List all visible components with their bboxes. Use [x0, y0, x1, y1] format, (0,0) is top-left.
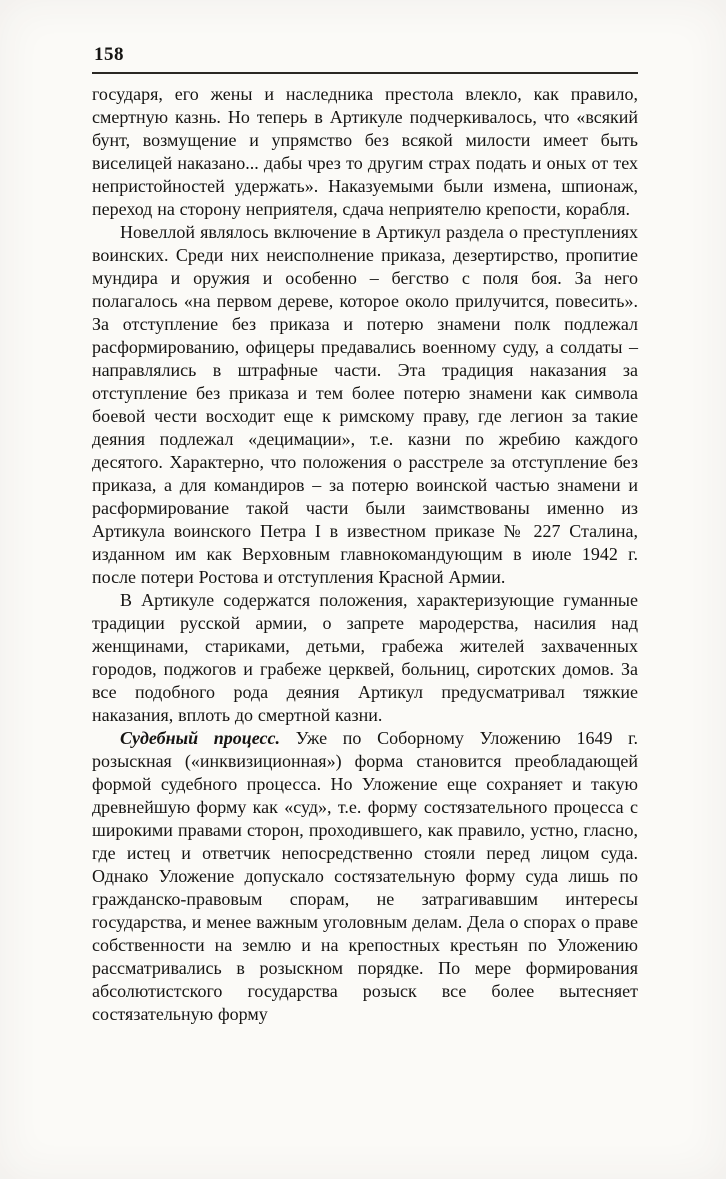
paragraph-continuation: государя, его жены и наследника престола влекло, как правило, смертную казнь. Но теперь в Артикуле подчеркивалось, что «всякий бунт, возмущение и упрямство без всякой милости имеет быть виселицей наказано... дабы чрез то другим страх подать и оных от тех непристойностей удержать». Наказуемыми были измена, шпионаж, переход на сторону неприятеля, сдача неприятелю крепости, корабля.: [92, 84, 638, 219]
paragraph-judicial-process: [92, 727, 638, 1026]
page-number: 158: [94, 44, 124, 65]
paragraph-judicial-process-text: Уже по Соборному Уложению 1649 г. розыскная («инквизиционная») форма становится преобладающей формой судебного процесса. Но Уложение еще сохраняет и такую древнейшую форму как «суд», т.е. форму состязательного процесса с широкими правами сторон, проходившего, как правило, устно, гласно, где истец и ответчик непосредственно стояли перед лицом суда. Однако Уложение допускало состязательную форму суда лишь по гражданско-правовым спорам, не затрагивавшим интересы государства, и менее важным уголовным делам. Дела о спорах о праве собственности на землю и на крепостных крестьян по Уложению рассматривались в розыскном порядке. По мере формирования абсолютистского государства розыск все более вытесняет состязательную форму: [92, 728, 638, 1024]
page-body-text: [92, 83, 638, 1026]
header-rule: [92, 72, 638, 74]
paragraph-humane-traditions: В Артикуле содержатся положения, характеризующие гуманные традиции русской армии, о запрете мародерства, насилия над женщинами, стариками, детьми, грабежа жителей захваченных городов, поджогов и грабеже церквей, больниц, сиротских домов. За все подобного рода деяния Артикул предусматривал тяжкие наказания, вплоть до смертной казни.: [92, 590, 638, 725]
paragraph-lead-term: Судебный процесс.: [120, 728, 281, 748]
page-header: [92, 44, 638, 66]
paragraph-military-crimes: Новеллой являлось включение в Артикул раздела о преступлениях воинских. Среди них неисполнение приказа, дезертирство, пропитие мундира и оружия и особенно – бегство с поля боя. За него полагалось «на первом дереве, которое около прилучится, повесить». За отступление без приказа и потерю знамени полк подлежал расформированию, офицеры предавались военному суду, а солдаты – направлялись в штрафные части. Эта традиция наказания за отступление без приказа и тем более потерю знамени как символа боевой чести восходит еще к римскому праву, где легион за такие деяния подлежал «децимации», т.е. казни по жребию каждого десятого. Характерно, что положения о расстреле за отступление без приказа, а для командиров – за потерю воинской частью знамени и расформирование такой части были заимствованы именно из Артикула воинского Петра I в известном приказе № 227 Сталина, изданном им как Верховным главнокомандующим в июле 1942 г. после потери Ростова и отступления Красной Армии.: [92, 222, 638, 587]
